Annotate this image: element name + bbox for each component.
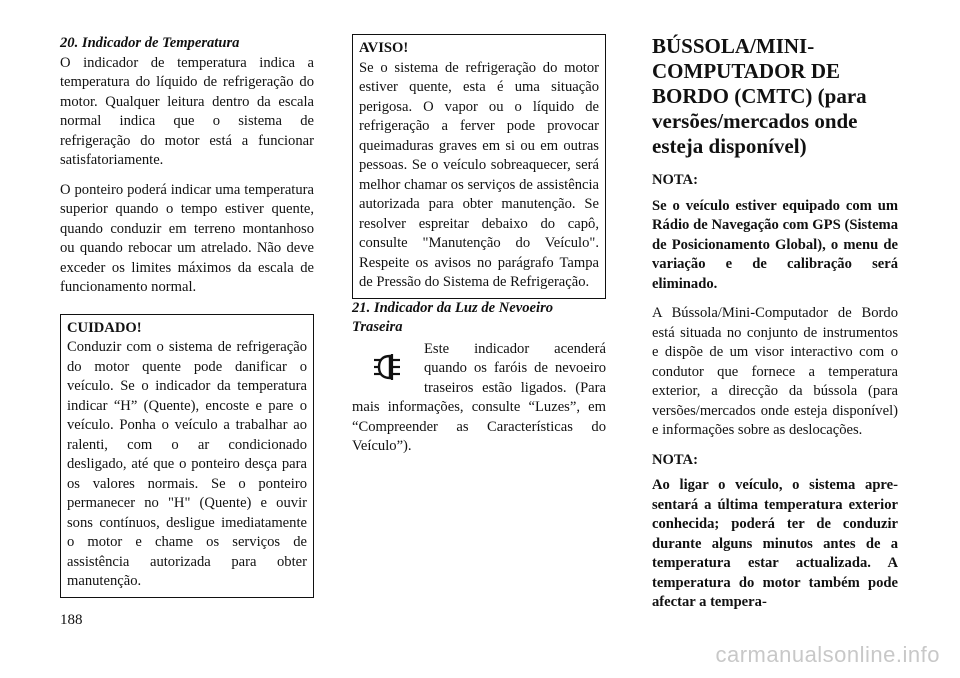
page-number: 188 xyxy=(60,612,83,628)
warning-title: AVISO! xyxy=(359,40,409,56)
fog-light-text: Este indicador acenderá quando os faróis de nevoeiro traseiros estão ligados. (Para mais informações, consulte “Luzes”, em “Compreender as Características do Veículo”). xyxy=(352,340,606,454)
section-title: BÚSSOLA/MINI-COMPUTADOR DE BORDO (CMTC) (para versões/mercados onde esteja disponível) xyxy=(652,34,867,158)
watermark: carmanualsonline.info xyxy=(715,642,940,667)
caution-title: CUIDADO! xyxy=(67,319,142,336)
section-21-title: 21. Indicador da Luz de Nevoeiro Traseira xyxy=(352,299,554,335)
note-2-label: NOTA: xyxy=(652,451,698,468)
column-right xyxy=(652,34,898,623)
note-1-text: Se o veículo estiver equipado com um Rádio de Navegação com GPS (Sistema de Posicionamento Global), o menu de variação e de calibração será eliminado. xyxy=(652,197,898,292)
compass-paragraph: A Bússola/Mini-Computador de Bordo está situada no conjunto de instrumentos e dispõe de um visor interactivo com o condutor que fornece a temperatura exterior, a direcção da bússola (para versões/mercados onde esteja disponível) e informações sobre as deslocações. xyxy=(652,305,898,438)
column-middle xyxy=(352,34,606,457)
caution-box xyxy=(60,314,314,598)
note-2-text: Ao ligar o veículo, o sistema apresentará a última temperatura exterior conhecida; poderá ter de conduzir durante alguns minutos antes de a temperatura estar actualizada. A temperatura do motor também pode afectar a tempera- xyxy=(652,477,898,610)
fog-light-section xyxy=(352,340,606,457)
rear-fog-light-icon xyxy=(364,346,406,388)
note-1-label: NOTA: xyxy=(652,172,698,188)
caution-text: Conduzir com o sistema de refrigeração do motor quente pode danificar o veículo. Se o indicador da temperatura indicar “H” (Quente), encoste e pare o veículo. Ponha o veículo a trabalhar ao ralenti, com o ar condicionado desligado, até que o ponteiro desça para os valores normais. Se o ponteiro permanecer no "H" (Quente) e ouvir sons contínuos, desligue imediatamente o motor e chame os serviços de assistência autorizada para obter manutenção. xyxy=(67,339,307,589)
section-20-title: 20. Indicador de Temperatura xyxy=(60,35,240,51)
warning-box xyxy=(352,34,606,299)
temperature-paragraph-1: O indicador de temperatura indica a temperatura do líquido de refrigeração do motor. Qualquer leitura dentro da escala normal indica que o sistema de refrigeração do motor está a funcionar satisfatoriamente. xyxy=(60,54,314,168)
temperature-paragraph-2: O ponteiro poderá indicar uma temperatura superior quando o tempo estiver quente, quando conduzir em terreno montanhoso ou quando rebocar um atrelado. Não deve exceder os limites máximos da escala de funcionamento normal. xyxy=(60,181,314,295)
warning-text: Se o sistema de refrigeração do motor estiver quente, esta é uma situação perigosa. O vapor ou o líquido de refrigeração a ferver pode provocar queimaduras graves em si ou em outras pessoas. Se o veículo sobreaquecer, será melhor chamar os serviços de assistência autorizada para obter manutenção. Se resolver espreitar debaixo do capô, consulte "Manutenção do Veículo". Respeite os avisos no parágrafo Tampa de Pressão do Sistema de Refrigeração. xyxy=(359,59,599,290)
column-left xyxy=(60,34,314,598)
